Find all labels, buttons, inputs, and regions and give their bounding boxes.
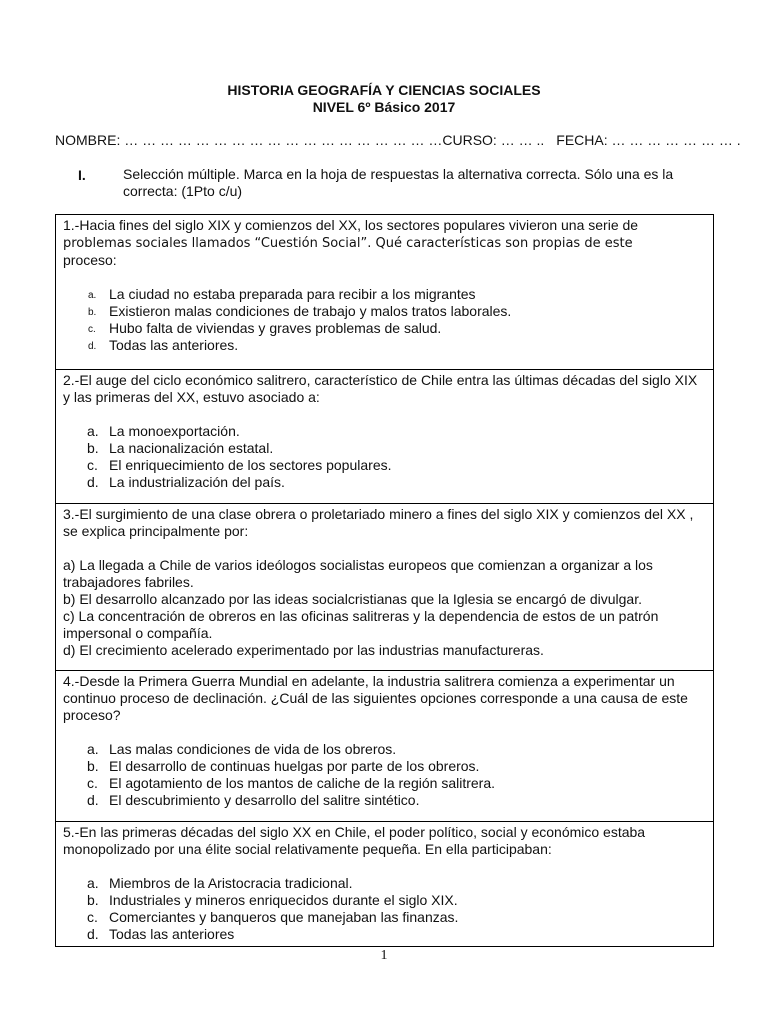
option-a xyxy=(63,741,707,758)
question-1 xyxy=(56,215,714,370)
option-letter: c. xyxy=(88,324,96,335)
question-stem: 2.-El auge del ciclo económico salitrero, característico de Chile entra las últimas décadas del siglo XIX y las primeras del XX, estuvo asociado a: xyxy=(63,372,698,405)
options-list xyxy=(63,741,707,809)
option-text: La nacionalización estatal. xyxy=(109,440,274,456)
option-text: El enriquecimiento de los sectores populares. xyxy=(109,457,392,473)
page-number: 1 xyxy=(380,948,388,963)
option-text: Industriales y mineros enriquecidos durante el siglo XIX. xyxy=(109,892,458,908)
option-a xyxy=(63,423,707,440)
section-number: I. xyxy=(78,167,86,183)
question-stem-line: problemas sociales llamados “Cuestión Social”. Qué características son propias de este xyxy=(63,236,633,251)
question-stem-line: proceso: xyxy=(63,252,117,268)
option-b xyxy=(63,303,707,320)
option-a xyxy=(63,875,707,892)
question-stem-line: 1.-Hacia fines del siglo XIX y comienzos del XX, los sectores populares vivieron una serie de xyxy=(63,217,639,233)
option-letter: b. xyxy=(87,892,99,908)
question-stem: 5.-En las primeras décadas del siglo XX en Chile, el poder político, social y económico estaba monopolizado por una élite social relativamente pequeña. En ella participaban: xyxy=(63,824,646,857)
question-row xyxy=(56,822,714,947)
nombre-field: … … … … … … … … … … … … … … … … … … xyxy=(120,132,443,148)
document-level: NIVEL 6º Básico 2017 xyxy=(312,99,456,115)
option-letter: b. xyxy=(88,307,97,318)
options-list xyxy=(63,875,707,943)
option-text: Existieron malas condiciones de trabajo y malos tratos laborales. xyxy=(109,303,512,319)
option-text: El agotamiento de los mantos de caliche de la región salitrera. xyxy=(109,775,495,791)
option-text: La monoexportación. xyxy=(109,423,240,439)
option-letter: a. xyxy=(87,423,99,439)
question-stem: 4.-Desde la Primera Guerra Mundial en adelante, la industria salitrera comienza a experimentar un continuo proceso de declinación. ¿Cuál de las siguientes opciones corresponde a una causa de este proceso? xyxy=(63,673,688,723)
questions-table xyxy=(55,214,714,947)
option-d xyxy=(63,792,707,809)
option-d xyxy=(63,474,707,491)
option-text: La industrialización del país. xyxy=(109,474,285,490)
option-letter: c. xyxy=(87,909,98,925)
option-text: El descubrimiento y desarrollo del salitre sintético. xyxy=(109,792,420,808)
fecha-label: FECHA: xyxy=(556,132,608,148)
option-letter: c. xyxy=(87,457,98,473)
question-4 xyxy=(56,671,714,822)
options-list xyxy=(63,423,707,491)
option-text: La ciudad no estaba preparada para recibir a los migrantes xyxy=(109,286,476,302)
option-letter: d. xyxy=(87,474,99,490)
option-c xyxy=(63,457,707,474)
question-3 xyxy=(56,504,714,671)
option-b xyxy=(63,440,707,457)
option-c xyxy=(63,775,707,792)
option-text: Miembros de la Aristocracia tradicional. xyxy=(109,875,353,891)
document-title: HISTORIA GEOGRAFÍA Y CIENCIAS SOCIALES xyxy=(227,82,541,98)
section-instructions: Selección múltiple. Marca en la hoja de respuestas la alternativa correcta. Sólo una es la correcta: (1Pto c/u) xyxy=(123,166,674,199)
option-b xyxy=(63,758,707,775)
curso-field: … … .. xyxy=(496,132,545,148)
option-text: Comerciantes y banqueros que manejaban las finanzas. xyxy=(109,909,459,925)
option-letter: a. xyxy=(88,290,97,301)
option-c xyxy=(63,909,707,926)
option-a: a) La llegada a Chile de varios ideólogos socialistas europeos que comienzan a organizar a los trabajadores fabriles. xyxy=(63,557,653,590)
option-text: Las malas condiciones de vida de los obreros. xyxy=(109,741,397,757)
option-letter: a. xyxy=(87,875,99,891)
option-c xyxy=(63,320,707,337)
option-text: Todas las anteriores xyxy=(109,926,235,942)
option-text: Hubo falta de viviendas y graves problemas de salud. xyxy=(109,320,442,336)
option-letter: d. xyxy=(87,926,99,942)
option-d xyxy=(63,926,707,943)
question-row xyxy=(56,215,714,370)
option-letter: b. xyxy=(87,440,99,456)
option-letter: b. xyxy=(87,758,99,774)
student-info-line xyxy=(55,132,741,148)
options-list xyxy=(63,286,707,354)
option-c: c) La concentración de obreros en las oficinas salitreras y la dependencia de estos de un patrón impersonal o compañía. xyxy=(63,608,659,641)
question-row xyxy=(56,671,714,822)
question-row xyxy=(56,370,714,504)
question-stem: 3.-El surgimiento de una clase obrera o proletariado minero a fines del siglo XIX y comienzos del XX , se explica principalmente por: xyxy=(63,506,694,539)
option-d: d) El crecimiento acelerado experimentado por las industrias manufactureras. xyxy=(63,642,544,658)
option-b xyxy=(63,892,707,909)
question-2 xyxy=(56,370,714,504)
fecha-field: … … … … … … … . xyxy=(607,132,741,148)
curso-label: CURSO: xyxy=(442,132,497,148)
option-a xyxy=(63,286,707,303)
option-text: El desarrollo de continuas huelgas por parte de los obreros. xyxy=(109,758,480,774)
option-b: b) El desarrollo alcanzado por las ideas socialcristianas que la Iglesia se encargó de divulgar. xyxy=(63,591,642,607)
option-d xyxy=(63,337,707,354)
option-letter: d. xyxy=(87,792,99,808)
option-letter: d. xyxy=(88,341,97,352)
nombre-label: NOMBRE: xyxy=(55,132,121,148)
option-letter: c. xyxy=(87,775,98,791)
question-row xyxy=(56,504,714,671)
question-5 xyxy=(56,822,714,947)
option-text: Todas las anteriores. xyxy=(109,337,239,353)
options-list xyxy=(63,557,707,659)
option-letter: a. xyxy=(87,741,99,757)
question-stem xyxy=(63,217,707,269)
